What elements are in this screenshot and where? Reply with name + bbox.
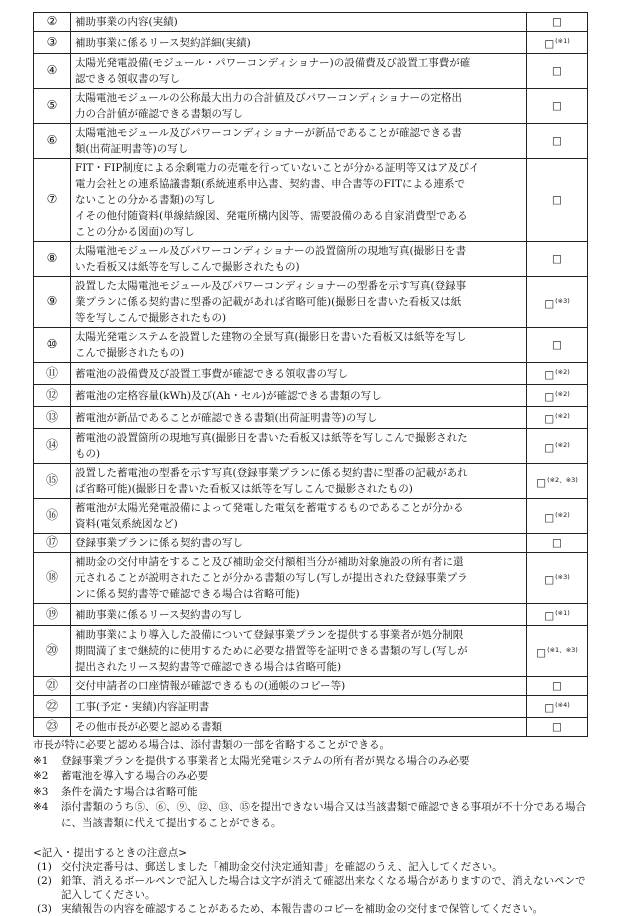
description-line: 太陽電池モジュールの公称最大出力の合計値及びパワーコンディショナーの定格出 xyxy=(75,92,463,104)
description-line: 補助事業により導入した設備について登録事業プランを提供する事業者が処分制限 xyxy=(75,629,464,641)
description-line: いた看板又は紙等を写しこんで撮影されたもの) xyxy=(75,261,300,273)
howto-mark: (3) xyxy=(37,903,52,915)
row-number-label: ⑬ xyxy=(45,409,58,424)
row-description xyxy=(71,89,527,124)
row-description xyxy=(71,277,527,328)
row-number-label: ㉑ xyxy=(45,678,58,692)
row-number-label: ⑫ xyxy=(45,387,58,402)
description-line: 蓄電池の定格容量(kWh)及び(Ah・セル)が確認できる書類の写し xyxy=(75,389,382,402)
row-number xyxy=(34,553,71,604)
description-line: 太陽電池モジュール及びパワーコンディショナーの設置箇所の現地写真(撮影日を書 xyxy=(75,245,467,257)
row-checkbox-cell[interactable] xyxy=(527,604,588,626)
description-line: 蓄電池が太陽光発電設備によって発電した電気を蓄電するものであることが分かる xyxy=(75,502,464,514)
checkbox[interactable]: □ xyxy=(536,476,547,489)
description-line: 設置した太陽電池モジュール及びパワーコンディショナーの型番を示す写真(登録事 xyxy=(75,280,467,292)
row-checkbox-cell[interactable] xyxy=(527,32,588,54)
description-line: 蓄電池の設備費及び設置工事費が確認できる領収書の写し xyxy=(75,367,348,380)
footnote-text: 登録事業プランを提供する事業者と太陽光発電システムの所有者が異なる場合のみ必要 xyxy=(61,754,470,767)
document-page xyxy=(33,12,593,916)
checkbox[interactable]: □ xyxy=(552,194,562,206)
table-row xyxy=(34,553,588,604)
row-number xyxy=(34,159,71,242)
checkbox-footnote: (※2) xyxy=(555,412,570,420)
checkbox-footnote: (※4) xyxy=(555,701,570,709)
footnote xyxy=(33,769,593,785)
description-line: 類(出荷証明書等)の写し xyxy=(75,143,189,155)
row-number xyxy=(34,464,71,499)
row-description xyxy=(71,553,527,604)
description-line: ンに係る契約書等で確認できる場合は省略可能) xyxy=(75,588,300,600)
footnote-text: 添付書類のうち⑤、⑥、⑨、⑫、⑬、⑮を提出できない場合又は当該書類で確認できる事項が不十分である場合に、当該書類に代えて提出することができる。 xyxy=(61,801,586,829)
row-checkbox-cell[interactable] xyxy=(527,464,588,499)
row-checkbox-cell[interactable] xyxy=(527,159,588,242)
checkbox[interactable]: □ xyxy=(552,65,562,77)
howto-title: <記入・提出するときの注意点> xyxy=(33,847,188,859)
row-description xyxy=(71,407,527,429)
description-line: 登録事業プランに係る契約書の写し xyxy=(75,537,243,549)
row-number xyxy=(34,363,71,385)
row-description xyxy=(71,626,527,677)
description-line: ことの分かる図面)の写し xyxy=(75,226,195,238)
row-number xyxy=(34,696,71,718)
description-line: こんで撮影されたもの) xyxy=(75,347,185,359)
description-line: 業プランに係る契約書に型番の記載があれば省略可能)(撮影日を書いた看板又は紙 xyxy=(75,296,462,308)
row-description xyxy=(71,363,527,385)
row-description xyxy=(71,54,527,89)
description-line: 工事(予定・実績)内容証明書 xyxy=(75,700,210,713)
description-line: 等を写しこんで撮影されたもの) xyxy=(75,312,227,324)
checkbox-footnote: (※2) xyxy=(555,440,570,449)
description-line: ないことの分かる書類)の写し xyxy=(75,194,216,206)
checkbox[interactable]: □ xyxy=(544,413,555,425)
table-row xyxy=(34,464,588,499)
row-description xyxy=(71,328,527,363)
row-number xyxy=(34,32,71,54)
row-number xyxy=(34,13,71,32)
checkbox[interactable]: □ xyxy=(544,702,555,714)
checkbox[interactable]: □ xyxy=(544,391,555,403)
row-description xyxy=(71,124,527,159)
description-line: 補助事業に係るリース契約詳細(実績) xyxy=(75,36,251,49)
table-row xyxy=(34,385,588,407)
checkbox[interactable]: □ xyxy=(544,38,555,50)
footnote-mark: ※4 xyxy=(33,801,49,813)
row-description xyxy=(71,604,527,626)
table-row xyxy=(34,124,588,159)
table-row xyxy=(34,718,588,737)
row-number xyxy=(34,124,71,159)
row-description xyxy=(71,534,527,553)
row-number-label: ④ xyxy=(46,63,58,77)
description-line: 補助金の交付申請をすること及び補助金交付額相当分が補助対象施設の所有者に還 xyxy=(75,556,464,568)
notes-section xyxy=(33,738,593,831)
footnote-text: 蓄電池を導入する場合のみ必要 xyxy=(61,770,208,782)
footnote xyxy=(33,785,593,801)
checkbox-footnote: (※2) xyxy=(555,510,570,519)
row-number-label: ② xyxy=(46,14,58,28)
row-checkbox-cell[interactable] xyxy=(527,626,588,677)
description-line: イその他付随資料(単線結線図、発電所構内図等、需要設備のある自家消費型である xyxy=(75,210,468,222)
row-number-label: ⑮ xyxy=(45,473,58,487)
row-checkbox-cell[interactable] xyxy=(527,277,588,328)
checkbox[interactable]: □ xyxy=(552,339,562,351)
row-checkbox-cell[interactable] xyxy=(527,242,588,277)
row-checkbox-cell[interactable] xyxy=(527,696,588,718)
row-number xyxy=(34,429,71,464)
row-description xyxy=(71,242,527,277)
checkbox-footnote: (※3) xyxy=(555,572,570,581)
table-row xyxy=(34,499,588,534)
howto-item xyxy=(33,860,593,874)
description-line: その他市長が必要と認める書類 xyxy=(75,721,222,733)
row-number xyxy=(34,242,71,277)
row-number xyxy=(34,407,71,429)
howto-mark: (2) xyxy=(37,875,52,887)
description-line: もの) xyxy=(75,448,101,460)
footnote-text: 条件を満たす場合は省略可能 xyxy=(61,785,198,798)
table-row xyxy=(34,54,588,89)
description-line: 期間満了まで継続的に使用するために必要な措置等を証明できる書類の写し(写しが xyxy=(75,645,468,657)
howto-section xyxy=(33,846,593,916)
footnote xyxy=(33,754,593,770)
checkbox[interactable]: □ xyxy=(544,297,555,310)
table-row xyxy=(34,32,588,54)
howto-item xyxy=(33,874,593,902)
description-line: 補助事業の内容(実績) xyxy=(75,16,178,28)
table-row xyxy=(34,429,588,464)
table-row xyxy=(34,604,588,626)
checkbox-footnote: (※2) xyxy=(555,390,570,398)
row-number-label: ⑤ xyxy=(46,98,58,112)
row-checkbox-cell[interactable] xyxy=(527,534,588,553)
row-number-label: ⑧ xyxy=(46,251,58,265)
footnote-mark: ※2 xyxy=(33,770,49,782)
checkbox-footnote: (※1) xyxy=(555,609,570,617)
row-number xyxy=(34,328,71,363)
table-row xyxy=(34,363,588,385)
row-description xyxy=(71,677,527,696)
checkbox[interactable]: □ xyxy=(544,441,555,454)
howto-item xyxy=(33,902,593,916)
row-number-label: ⑳ xyxy=(45,643,58,657)
row-number xyxy=(34,534,71,553)
row-number-label: ⑪ xyxy=(45,365,58,380)
table-row xyxy=(34,626,588,677)
row-description xyxy=(71,13,527,32)
row-number xyxy=(34,604,71,626)
description-line: 蓄電池の設置箇所の現地写真(撮影日を書いた看板又は紙等を写しこんで撮影された xyxy=(75,432,468,444)
description-line: 電力会社との連系協議書類(系統連系申込書、契約書、申合書等のFITによる連系で xyxy=(75,178,466,190)
checkbox[interactable]: □ xyxy=(544,573,555,586)
checkbox-footnote: (※2) xyxy=(555,368,570,376)
checkbox[interactable]: □ xyxy=(544,369,555,381)
checkbox-footnote: (※1) xyxy=(555,37,570,45)
description-line: 太陽電池モジュール及びパワーコンディショナーが新品であることが確認できる書 xyxy=(75,127,463,139)
row-description xyxy=(71,499,527,534)
row-number xyxy=(34,277,71,328)
table-row xyxy=(34,696,588,718)
row-number-label: ⑲ xyxy=(45,606,58,621)
howto-text: 実績報告の内容を確認することがあるため、本報告書のコピーを補助金の交付まで保管してください。 xyxy=(61,903,544,915)
table-row xyxy=(34,13,588,32)
row-number-label: ⑥ xyxy=(46,133,58,147)
checkbox[interactable]: □ xyxy=(552,537,562,549)
row-checkbox-cell[interactable] xyxy=(527,499,588,534)
footnote-mark: ※1 xyxy=(33,754,49,767)
description-line: 蓄電池が新品であることが確認できる書類(出荷証明書等)の写し xyxy=(75,411,378,424)
table-row xyxy=(34,277,588,328)
row-checkbox-cell[interactable] xyxy=(527,385,588,407)
row-description xyxy=(71,429,527,464)
table-row xyxy=(34,159,588,242)
row-number-label: ⑨ xyxy=(46,294,58,308)
description-line: FIT・FIP制度による余剰電力の売電を行っていないことが分かる証明等又はア及びイ xyxy=(75,162,480,174)
row-number-label: ⑰ xyxy=(45,535,58,549)
checkbox[interactable]: □ xyxy=(552,680,562,692)
row-checkbox-cell[interactable] xyxy=(527,89,588,124)
row-number-label: ⑯ xyxy=(45,508,58,522)
row-description xyxy=(71,718,527,737)
row-number xyxy=(34,499,71,534)
row-number xyxy=(34,89,71,124)
row-checkbox-cell[interactable] xyxy=(527,328,588,363)
table-row xyxy=(34,328,588,363)
howto-text: 交付決定番号は、郵送しました「補助金交付決定通知書」を確認のうえ、記入してください。 xyxy=(61,861,503,873)
row-number-label: ⑦ xyxy=(46,192,58,206)
row-number-label: ⑩ xyxy=(46,337,58,351)
checkbox[interactable]: □ xyxy=(536,646,547,659)
row-checkbox-cell[interactable] xyxy=(527,718,588,737)
row-description xyxy=(71,385,527,407)
row-number-label: ⑱ xyxy=(45,570,58,584)
row-description xyxy=(71,464,527,499)
checkbox[interactable]: □ xyxy=(544,511,555,524)
checkbox[interactable]: □ xyxy=(552,16,562,28)
row-checkbox-cell[interactable] xyxy=(527,407,588,429)
description-line: 太陽光発電設備(モジュール・パワーコンディショナー)の設備費及び設置工事費が確 xyxy=(75,57,471,69)
checkbox[interactable]: □ xyxy=(552,135,562,147)
description-line: 元されることが説明されたことが分かる書類の写し(写しが提出された登録事業プラ xyxy=(75,572,468,584)
description-line: 補助事業に係るリース契約書の写し xyxy=(75,608,243,621)
table-row xyxy=(34,677,588,696)
table-row xyxy=(34,242,588,277)
checkbox[interactable]: □ xyxy=(552,253,562,265)
row-number xyxy=(34,677,71,696)
description-line: ば省略可能)(撮影日を書いた看板又は紙等を写しこんで撮影されたもの) xyxy=(75,483,413,495)
row-checkbox-cell[interactable] xyxy=(527,13,588,32)
attachment-checklist-table xyxy=(33,12,588,737)
row-checkbox-cell[interactable] xyxy=(527,54,588,89)
omission-statement: 市長が特に必要と認める場合は、添付書類の一部を省略することができる。 xyxy=(33,739,390,751)
description-line: 資料(電気系統図など) xyxy=(75,518,178,530)
checkbox-footnote: (※1、※3) xyxy=(547,645,578,654)
row-description xyxy=(71,696,527,718)
row-number-label: ③ xyxy=(46,34,58,49)
description-line: 交付申請者の口座情報が確認できるもの(通帳のコピー等) xyxy=(75,680,346,692)
row-number-label: ㉒ xyxy=(45,698,58,713)
table-row xyxy=(34,407,588,429)
checkbox[interactable]: □ xyxy=(552,100,562,112)
row-number xyxy=(34,718,71,737)
table-row xyxy=(34,534,588,553)
row-number xyxy=(34,626,71,677)
description-line: 設置した蓄電池の型番を示す写真(登録事業プランに係る契約書に型番の記載があれ xyxy=(75,467,468,479)
row-number xyxy=(34,54,71,89)
description-line: 太陽光発電システムを設置した建物の全景写真(撮影日を書いた看板又は紙等を写し xyxy=(75,331,467,343)
row-checkbox-cell[interactable] xyxy=(527,124,588,159)
row-number-label: ⑭ xyxy=(45,438,58,452)
footnote xyxy=(33,800,593,831)
description-line: 力の合計値が確認できる書類の写し xyxy=(75,108,243,120)
row-number-label: ㉓ xyxy=(45,719,58,733)
table-row xyxy=(34,89,588,124)
row-checkbox-cell[interactable] xyxy=(527,363,588,385)
description-line: 認できる領収書の写し xyxy=(75,73,180,85)
row-description xyxy=(71,159,527,242)
footnote-mark: ※3 xyxy=(33,785,49,798)
row-description xyxy=(71,32,527,54)
howto-mark: (1) xyxy=(37,861,52,873)
checkbox[interactable]: □ xyxy=(552,721,562,733)
row-checkbox-cell[interactable] xyxy=(527,429,588,464)
checkbox-footnote: (※3) xyxy=(555,296,570,305)
row-checkbox-cell[interactable] xyxy=(527,553,588,604)
howto-text: 鉛筆、消えるボールペンで記入した場合は文字が消えて確認出来なくなる場合がありますので、消えないペンで記入してください。 xyxy=(61,875,586,901)
description-line: 提出されたリース契約書等で確認できる場合は省略可能) xyxy=(75,661,342,673)
checkbox[interactable]: □ xyxy=(544,610,555,622)
row-checkbox-cell[interactable] xyxy=(527,677,588,696)
row-number xyxy=(34,385,71,407)
checkbox-footnote: (※2、※3) xyxy=(547,475,578,484)
